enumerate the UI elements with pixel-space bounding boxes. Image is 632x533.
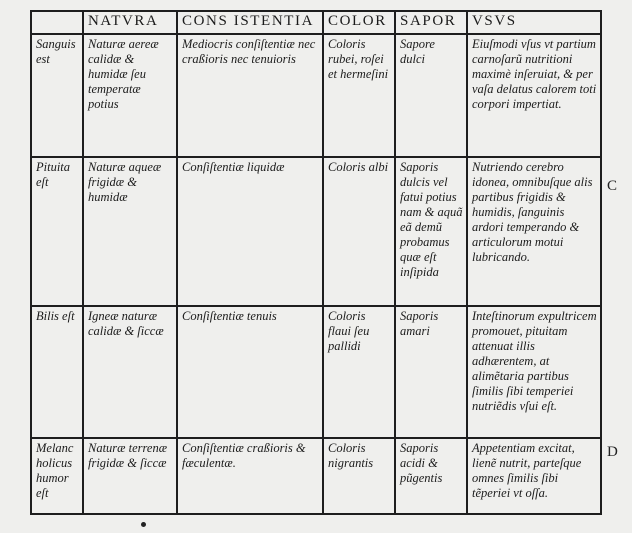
cell-consistentia: Conſiſtentiæ craßioris & fæculentæ.: [177, 438, 323, 514]
margin-letter-c: C: [607, 178, 618, 194]
cell-natura: Naturæ aereæ calidæ & humidæ ſeu temperatæ potius: [83, 34, 177, 157]
cell-sapor: Saporis dulcis vel fatui potius nam & aquã eã demũ probamus quæ eſt inſipida: [395, 157, 467, 306]
humor-name: Melancholicus humor eſt: [31, 438, 83, 514]
cell-consistentia: Conſiſtentiæ tenuis: [177, 306, 323, 438]
humor-name: Sanguis est: [31, 34, 83, 157]
cell-usus: Appetentiam excitat, lienẽ nutrit, parteſque omnes ſimilis ſibi tẽperiei vt oſſa.: [467, 438, 601, 514]
humors-table: [30, 10, 602, 515]
cell-usus: Nutriendo cerebro idonea, omnibuſque alis partibus frigidis & humidis, ſanguinis ardori temperando & articulorum motui lubricando.: [467, 157, 601, 306]
header-color: COLOR: [323, 11, 395, 34]
humor-name: Bilis eſt: [31, 306, 83, 438]
cell-natura: Naturæ terrenæ frigidæ & ſiccæ: [83, 438, 177, 514]
cell-natura: Naturæ aqueæ frigidæ & humidæ: [83, 157, 177, 306]
ink-blot: [141, 522, 146, 527]
table-row: [31, 306, 601, 438]
cell-sapor: Saporis amari: [395, 306, 467, 438]
cell-sapor: Saporis acidi & pũgentis: [395, 438, 467, 514]
cell-natura: Igneæ naturæ calidæ & ſiccæ: [83, 306, 177, 438]
table-row: [31, 438, 601, 514]
table-row: [31, 34, 601, 157]
cell-usus: Eiuſmodi vſus vt partium carnoſarũ nutritioni maximè inſeruiat, & per vaſa delatus calorem toti corpori impertiat.: [467, 34, 601, 157]
cell-color: Coloris flaui ſeu pallidi: [323, 306, 395, 438]
header-name: [31, 11, 83, 34]
header-sapor: SAPOR: [395, 11, 467, 34]
humor-name: Pituita eſt: [31, 157, 83, 306]
table-row: [31, 157, 601, 306]
header-usus: VSVS: [467, 11, 601, 34]
header-row: [31, 11, 601, 34]
header-consistentia: CONS ISTENTIA: [177, 11, 323, 34]
cell-color: Coloris nigrantis: [323, 438, 395, 514]
cell-color: Coloris albi: [323, 157, 395, 306]
cell-consistentia: Mediocris conſiſtentiæ nec craßioris nec tenuioris: [177, 34, 323, 157]
cell-sapor: Sapore dulci: [395, 34, 467, 157]
cell-usus: Inteſtinorum expultricem promouet, pituitam attenuat illis adhærentem, at alimẽtaria partibus ſimilis ſibi temperiei nutriẽdis vſui eſt.: [467, 306, 601, 438]
header-natura: NATVRA: [83, 11, 177, 34]
cell-color: Coloris rubei, roſei et hermeſini: [323, 34, 395, 157]
cell-consistentia: Conſiſtentiæ liquidæ: [177, 157, 323, 306]
margin-letter-d: D: [607, 444, 618, 460]
